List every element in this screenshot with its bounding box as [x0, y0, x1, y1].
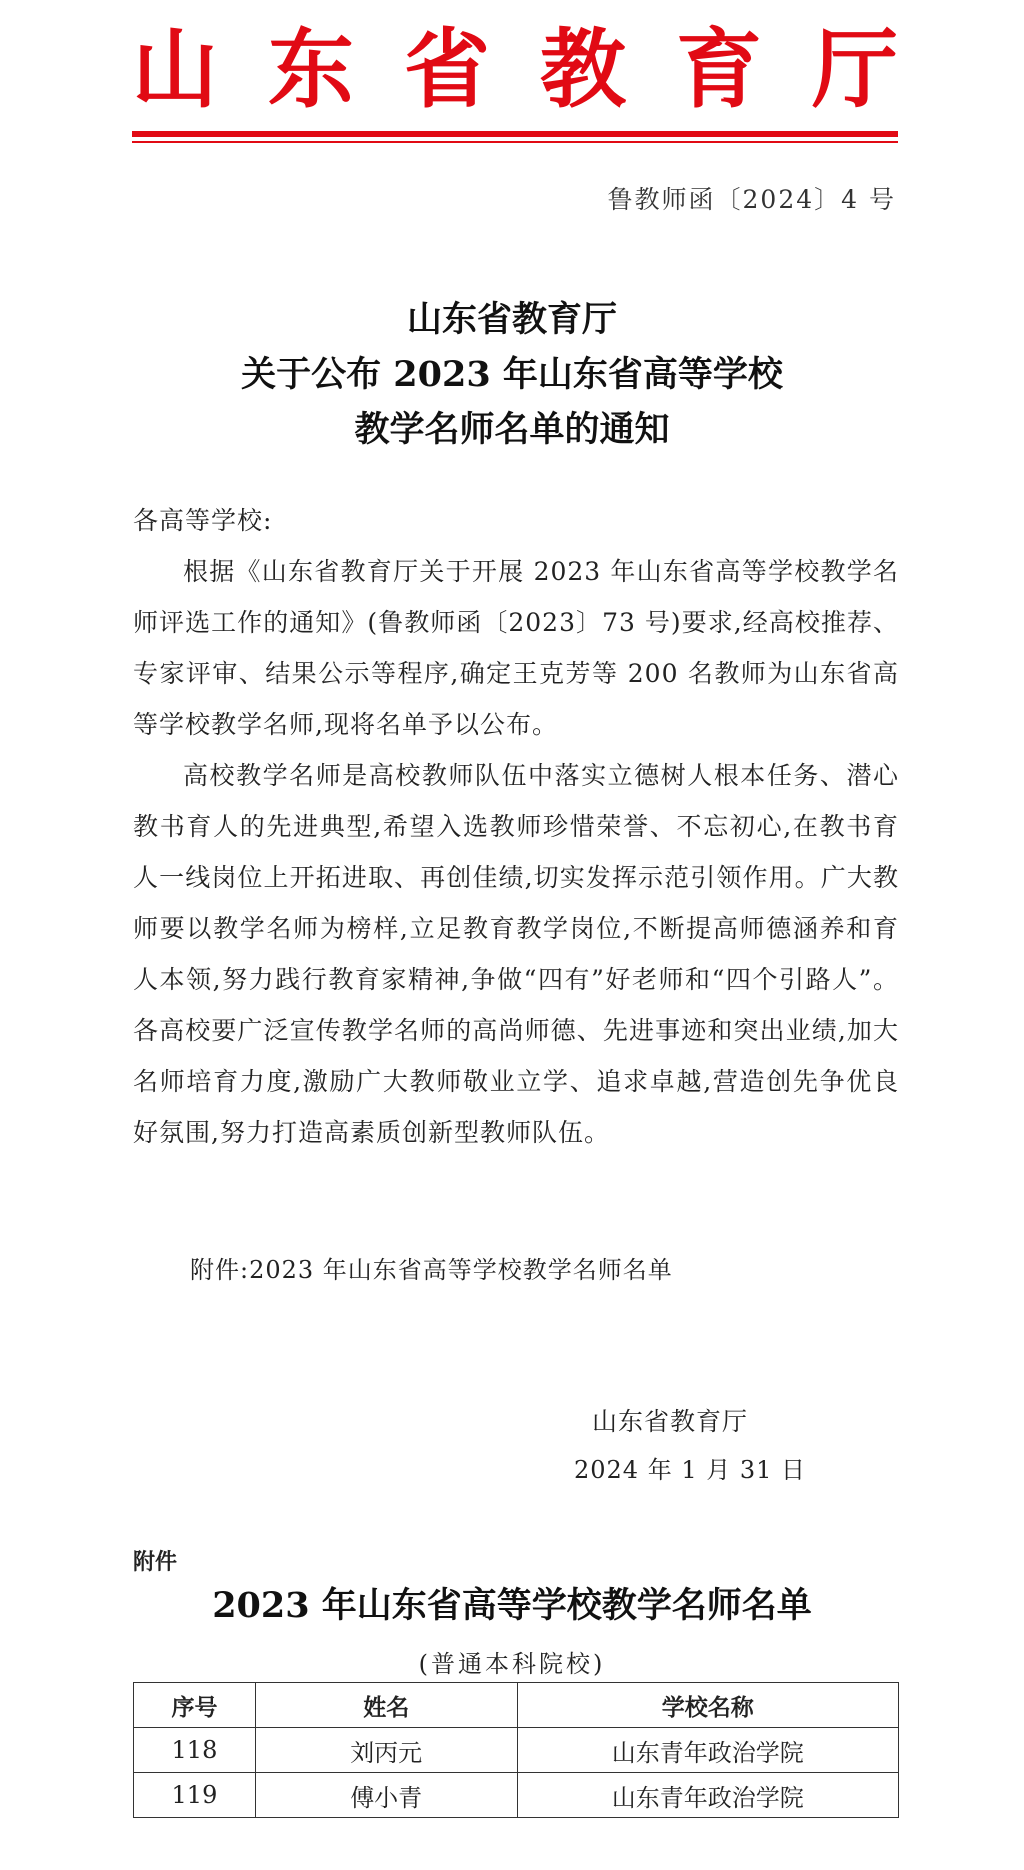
appendix-title: 2023 年山东省高等学校教学名师名单	[212, 1585, 812, 1626]
cell-school: 山东青年政治学院	[517, 1728, 898, 1773]
paragraph: 根据《山东省教育厅关于开展 2023 年山东省高等学校教学名师评选工作的通知》(鲁教师函〔2023〕73 号)要求,经高校推荐、专家评审、结果公示等程序,确定王克芳等 200 名教师为山东省高等学校教学名师,现将名单予以公布。	[133, 557, 899, 739]
cell-name: 傅小青	[255, 1773, 517, 1818]
table-row	[134, 1773, 899, 1818]
title-line: 教学名师名单的通知	[354, 409, 670, 450]
cell-index: 118	[134, 1728, 256, 1773]
signature-date: 2024 年 1 月 31 日	[574, 1456, 807, 1484]
appendix-subtitle: (普通本科院校)	[418, 1650, 606, 1678]
header-index: 序号	[134, 1683, 256, 1728]
header-name: 姓名	[255, 1683, 517, 1728]
table-header-row	[134, 1683, 899, 1728]
appendix-label: 附件	[133, 1550, 178, 1575]
masthead-title	[132, 20, 898, 120]
masthead	[132, 20, 898, 140]
masthead-char: 山	[132, 20, 218, 120]
masthead-char: 厅	[812, 20, 898, 120]
masthead-rule-thick	[132, 131, 898, 137]
cell-name: 刘丙元	[255, 1728, 517, 1773]
signature-organization: 山东省教育厅	[592, 1407, 749, 1436]
masthead-char: 省	[404, 20, 490, 120]
document-body	[133, 495, 899, 1158]
title-line: 山东省教育厅	[406, 299, 617, 340]
teacher-table	[133, 1682, 899, 1818]
header-school: 学校名称	[517, 1683, 898, 1728]
masthead-char: 教	[540, 20, 626, 120]
masthead-rule-thin	[132, 141, 898, 143]
paragraph: 高校教学名师是高校教师队伍中落实立德树人根本任务、潜心教书育人的先进典型,希望入选教师珍惜荣誉、不忘初心,在教书育人一线岗位上开拓进取、再创佳绩,切实发挥示范引领作用。广大教师要以教学名师为榜样,立足教育教学岗位,不断提高师德涵养和育人本领,努力践行教育家精神,争做“四有”好老师和“四个引路人”。各高校要广泛宣传教学名师的高尚师德、先进事迹和突出业绩,加大名师培育力度,激励广大教师敬业立学、追求卓越,营造创先争优良好氛围,努力打造高素质创新型教师队伍。	[133, 761, 899, 1147]
document-title	[0, 292, 1024, 457]
table-row	[134, 1728, 899, 1773]
salutation: 各高等学校:	[133, 506, 273, 535]
document-number: 鲁教师函〔2024〕4 号	[607, 185, 896, 214]
masthead-char: 育	[676, 20, 762, 120]
masthead-char: 东	[268, 20, 354, 120]
cell-school: 山东青年政治学院	[517, 1773, 898, 1818]
attachment-note: 附件:2023 年山东省高等学校教学名师名单	[190, 1256, 673, 1284]
cell-index: 119	[134, 1773, 256, 1818]
title-line: 关于公布 2023 年山东省高等学校	[241, 354, 783, 395]
